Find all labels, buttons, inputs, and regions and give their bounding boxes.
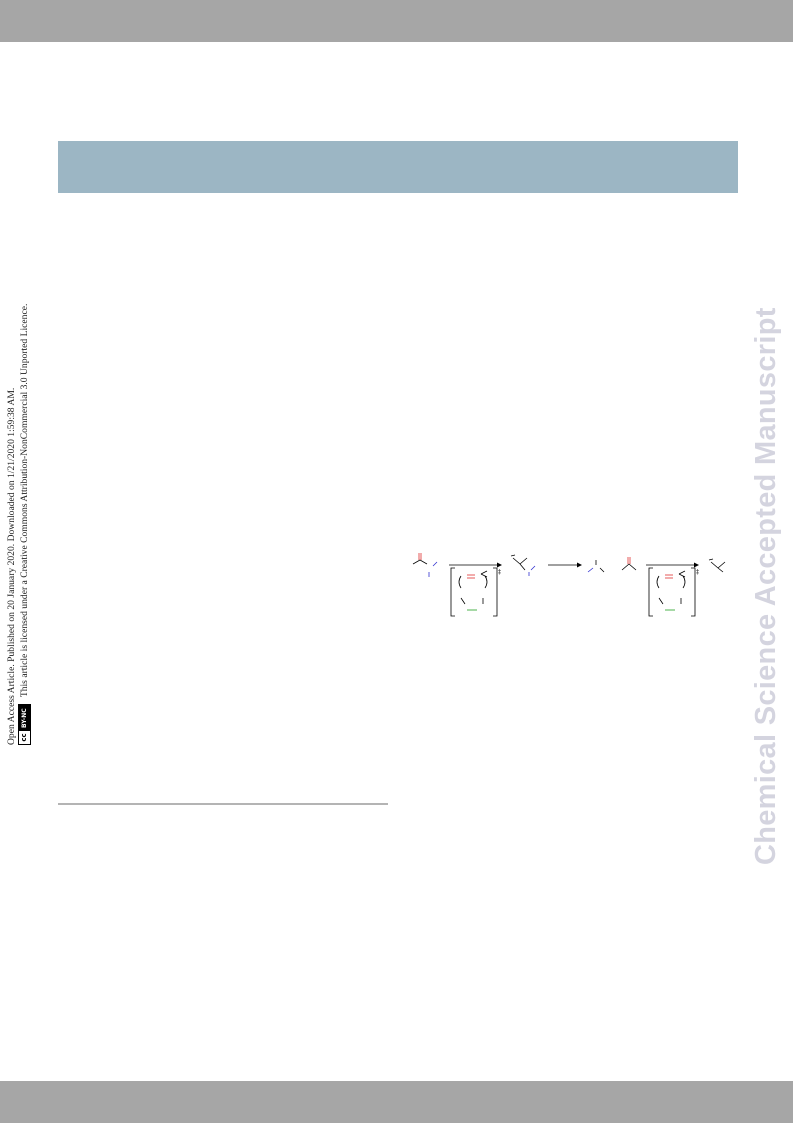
cc-license-badge[interactable] xyxy=(18,704,31,745)
accepted-manuscript-watermark: Chemical Science Accepted Manuscript xyxy=(750,307,782,865)
arrow-head-1 xyxy=(497,563,502,568)
arrow-head-3 xyxy=(694,563,699,568)
open-access-line: Open Access Article. Published on 20 January 2020. Downloaded on 1/21/2020 1:59:38 AM. xyxy=(6,387,17,745)
licence-line xyxy=(18,205,31,745)
intermediate xyxy=(511,555,535,576)
open-access-notice xyxy=(5,205,31,745)
reactant-2 xyxy=(622,557,636,570)
product-1 xyxy=(588,560,604,572)
ts-mark-1: ‡ xyxy=(498,569,501,576)
product-2 xyxy=(709,559,725,572)
by-nc-label: BY-NC xyxy=(19,705,30,731)
article-header-band xyxy=(58,141,738,193)
footnote-divider xyxy=(58,803,388,805)
reaction-scheme xyxy=(405,548,745,623)
reactant-1 xyxy=(413,553,437,577)
ts-mark-2: ‡ xyxy=(696,569,699,576)
transition-state-1 xyxy=(451,568,497,616)
bottom-bar xyxy=(0,1081,793,1123)
licence-text: This article is licensed under a Creative Commons Attribution-NonCommercial 3.0 Unported Licence. xyxy=(19,303,30,698)
arrow-head-2 xyxy=(577,563,582,568)
top-bar xyxy=(0,0,793,42)
cc-icon: cc xyxy=(19,731,30,744)
transition-state-2 xyxy=(649,568,695,616)
